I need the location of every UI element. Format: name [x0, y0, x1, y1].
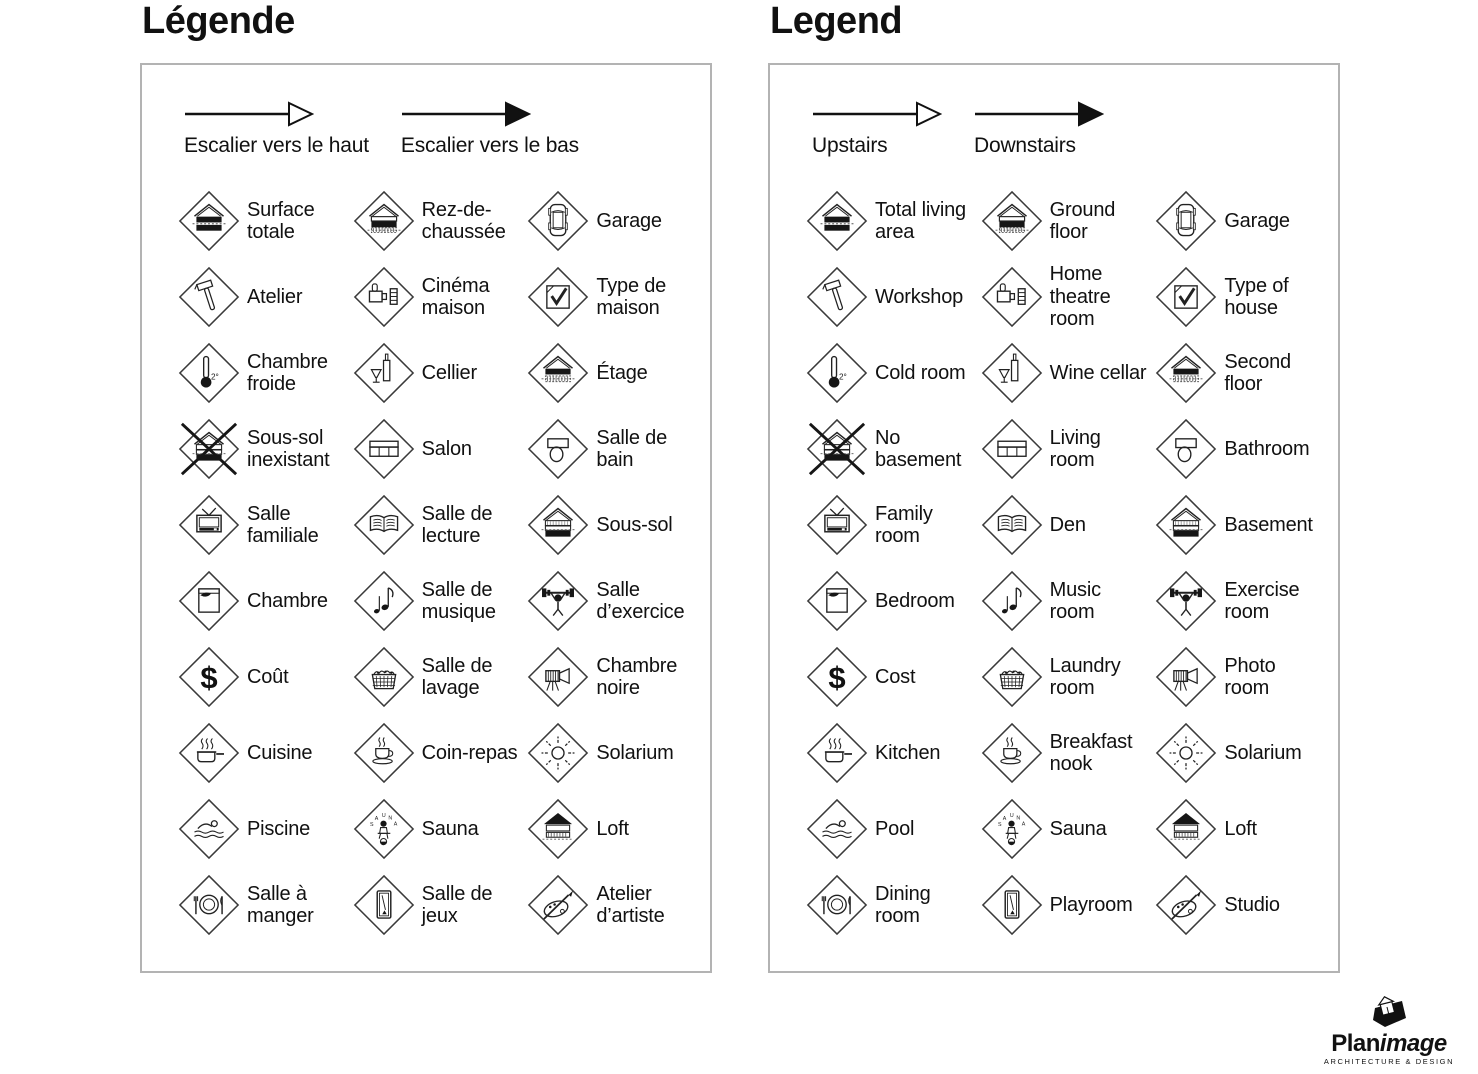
wine-cellar-icon — [353, 342, 415, 404]
legend-item-label: Étage — [596, 361, 648, 384]
legend-item — [806, 494, 981, 556]
legend-item — [806, 570, 981, 632]
legend-item — [527, 190, 702, 252]
legend-item — [353, 342, 528, 404]
wine-cellar-icon — [981, 342, 1043, 404]
garage-icon — [1155, 190, 1217, 252]
legend-item-label: Chambre — [247, 589, 328, 612]
legend-item — [353, 494, 528, 556]
loft-icon — [527, 798, 589, 860]
den-icon — [981, 494, 1043, 556]
solarium-icon — [1155, 722, 1217, 784]
cold-room-icon — [806, 342, 868, 404]
kitchen-icon — [178, 722, 240, 784]
legend-item-label: Salle de bain — [596, 426, 668, 471]
photo-room-icon — [527, 646, 589, 708]
legend-item — [981, 570, 1156, 632]
brand-plan: Plan — [1331, 1030, 1380, 1057]
living-room-icon — [981, 418, 1043, 480]
type-of-house-icon — [527, 266, 589, 328]
legend-item-label: Bathroom — [1224, 437, 1310, 460]
legend-item — [527, 418, 702, 480]
legend-grid-english — [806, 183, 1330, 943]
stairs-arrows — [184, 101, 579, 158]
legend-item — [178, 874, 353, 936]
dining-room-icon — [806, 874, 868, 936]
legend-item — [178, 190, 353, 252]
bedroom-icon — [806, 570, 868, 632]
loft-icon — [1155, 798, 1217, 860]
music-room-icon — [981, 570, 1043, 632]
stairs-down-label: Downstairs — [974, 134, 1076, 157]
legend-item-label: Total living area — [875, 198, 966, 243]
legend-item-label: Atelier d’artiste — [596, 882, 665, 927]
legend-item — [981, 418, 1156, 480]
exercise-room-icon — [1155, 570, 1217, 632]
legend-item-label: Sauna — [1049, 817, 1107, 840]
den-icon — [353, 494, 415, 556]
second-floor-icon — [1155, 342, 1217, 404]
total-area-icon — [178, 190, 240, 252]
legend-item — [981, 263, 1156, 330]
legend-item-label: Cuisine — [247, 741, 313, 764]
legend-item — [1155, 494, 1330, 556]
breakfast-nook-icon — [981, 722, 1043, 784]
stairs-down-arrow-icon — [401, 101, 531, 127]
bathroom-icon — [527, 418, 589, 480]
legend-item — [353, 722, 528, 784]
no-basement-icon — [178, 418, 240, 480]
type-of-house-icon — [1155, 266, 1217, 328]
legend-item-label: Cinéma maison — [421, 274, 490, 319]
legend-item — [527, 798, 702, 860]
legend-item-label: Rez-de-chaussée — [421, 198, 506, 243]
legend-item-label: Home theatre room — [1049, 263, 1111, 331]
stairs-arrows — [812, 101, 1104, 158]
legend-item — [806, 266, 981, 328]
legend-item — [1155, 722, 1330, 784]
laundry-room-icon — [353, 646, 415, 708]
legend-item-label: Breakfast nook — [1049, 730, 1133, 775]
exercise-room-icon — [527, 570, 589, 632]
stairs-up-arrow-icon — [184, 101, 314, 127]
legend-item — [1155, 874, 1330, 936]
legend-item-label: Atelier — [247, 285, 303, 308]
stairs-down-item — [401, 101, 579, 158]
legend-item-label: Salle de musique — [421, 578, 496, 623]
planimage-tagline: ARCHITECTURE & DESIGN — [1323, 1057, 1455, 1066]
stairs-down-label: Escalier vers le bas — [400, 134, 579, 157]
sauna-icon — [353, 798, 415, 860]
workshop-icon — [806, 266, 868, 328]
pool-icon — [178, 798, 240, 860]
family-room-icon — [178, 494, 240, 556]
legend-item — [527, 570, 702, 632]
music-room-icon — [353, 570, 415, 632]
legend-item — [353, 266, 528, 328]
legend-item-label: Den — [1049, 513, 1086, 536]
legend-item-label: No basement — [875, 426, 962, 471]
solarium-icon — [527, 722, 589, 784]
legend-item-label: Chambre froide — [247, 350, 328, 395]
basement-icon — [1155, 494, 1217, 556]
workshop-icon — [178, 266, 240, 328]
legend-item-label: Salle de lecture — [421, 502, 493, 547]
legend-item — [806, 646, 981, 708]
legend-item-label: Wine cellar — [1049, 361, 1147, 384]
planimage-logo — [1314, 993, 1464, 1066]
legend-item — [353, 646, 528, 708]
kitchen-icon — [806, 722, 868, 784]
legend-item-label: Solarium — [596, 741, 674, 764]
legend-item-label: Type of house — [1224, 274, 1289, 319]
legend-item-label: Cold room — [875, 361, 966, 384]
legend-item-label: Coût — [247, 665, 289, 688]
bedroom-icon — [178, 570, 240, 632]
legend-item — [1155, 570, 1330, 632]
stairs-down-item — [974, 101, 1104, 158]
legend-item-label: Photo room — [1224, 654, 1276, 699]
legend-item — [178, 570, 353, 632]
cost-icon — [806, 646, 868, 708]
legend-item-label: Salle familiale — [247, 502, 319, 547]
stairs-up-arrow-icon — [812, 101, 942, 127]
legend-item-label: Surface totale — [247, 198, 315, 243]
legend-item — [353, 798, 528, 860]
legend-item-label: Salle d’exercice — [596, 578, 685, 623]
legend-item — [178, 418, 353, 480]
bathroom-icon — [1155, 418, 1217, 480]
ground-floor-icon — [981, 190, 1043, 252]
studio-icon — [527, 874, 589, 936]
legend-grid-french — [178, 183, 702, 943]
legend-item — [178, 722, 353, 784]
legend-item — [527, 722, 702, 784]
legend-item — [981, 494, 1156, 556]
legend-item — [1155, 266, 1330, 328]
legend-item — [527, 874, 702, 936]
legend-item — [353, 874, 528, 936]
basement-icon — [527, 494, 589, 556]
stairs-up-item — [812, 101, 942, 158]
legend-item-label: Salle de lavage — [421, 654, 493, 699]
legend-item — [178, 646, 353, 708]
second-floor-icon — [527, 342, 589, 404]
legend-item — [1155, 342, 1330, 404]
breakfast-nook-icon — [353, 722, 415, 784]
legend-panel-english — [768, 63, 1340, 973]
studio-icon — [1155, 874, 1217, 936]
legend-item-label: Music room — [1049, 578, 1101, 623]
legend-item — [806, 342, 981, 404]
living-room-icon — [353, 418, 415, 480]
legend-item — [806, 722, 981, 784]
stairs-down-arrow-icon — [974, 101, 1104, 127]
family-room-icon — [806, 494, 868, 556]
legend-item — [981, 874, 1156, 936]
sauna-icon — [981, 798, 1043, 860]
legend-item-label: Cost — [875, 665, 916, 688]
legend-item-label: Family room — [875, 502, 933, 547]
legend-item — [1155, 646, 1330, 708]
legend-item-label: Studio — [1224, 893, 1280, 916]
photo-room-icon — [1155, 646, 1217, 708]
garage-icon — [527, 190, 589, 252]
legend-item — [527, 266, 702, 328]
legend-item-label: Type de maison — [596, 274, 667, 319]
legend-item-label: Workshop — [875, 285, 964, 308]
legend-item — [353, 418, 528, 480]
legend-item — [981, 190, 1156, 252]
legend-item — [806, 190, 981, 252]
cost-icon — [178, 646, 240, 708]
legend-item-label: Playroom — [1049, 893, 1133, 916]
legend-item — [806, 418, 981, 480]
legend-item — [981, 722, 1156, 784]
dining-room-icon — [178, 874, 240, 936]
legend-item-label: Garage — [596, 209, 662, 232]
legend-item-label: Cellier — [421, 361, 477, 384]
playroom-icon — [353, 874, 415, 936]
stairs-up-item — [184, 101, 369, 158]
legend-item — [806, 874, 981, 936]
total-area-icon — [806, 190, 868, 252]
legend-item — [527, 342, 702, 404]
legend-item-label: Exercise room — [1224, 578, 1300, 623]
legend-title-french: Légende — [142, 0, 295, 42]
home-theatre-icon — [353, 266, 415, 328]
legend-item-label: Second floor — [1224, 350, 1291, 395]
legend-item — [981, 646, 1156, 708]
stairs-up-label: Escalier vers le haut — [184, 134, 369, 157]
legend-title-english: Legend — [770, 0, 903, 42]
no-basement-icon — [806, 418, 868, 480]
legend-item-label: Sous-sol inexistant — [247, 426, 330, 471]
ground-floor-icon — [353, 190, 415, 252]
laundry-room-icon — [981, 646, 1043, 708]
legend-item-label: Chambre noire — [596, 654, 678, 699]
stairs-up-label: Upstairs — [812, 134, 888, 157]
legend-item — [527, 646, 702, 708]
legend-item — [1155, 798, 1330, 860]
legend-item-label: Loft — [1224, 817, 1257, 840]
legend-item-label: Kitchen — [875, 741, 941, 764]
brand-image: image — [1379, 1030, 1447, 1057]
cold-room-icon — [178, 342, 240, 404]
legend-item-label: Salle à manger — [247, 882, 314, 927]
legend-item-label: Living room — [1049, 426, 1101, 471]
legend-item-label: Bedroom — [875, 589, 955, 612]
legend-item-label: Piscine — [247, 817, 311, 840]
pool-icon — [806, 798, 868, 860]
legend-item — [178, 342, 353, 404]
playroom-icon — [981, 874, 1043, 936]
legend-item-label: Garage — [1224, 209, 1290, 232]
planimage-brand-text — [1314, 1032, 1464, 1056]
legend-item — [178, 494, 353, 556]
legend-item — [1155, 418, 1330, 480]
legend-item — [981, 798, 1156, 860]
legend-item — [1155, 190, 1330, 252]
legend-item — [353, 570, 528, 632]
legend-item — [178, 798, 353, 860]
legend-item — [806, 798, 981, 860]
legend-item-label: Dining room — [875, 882, 931, 927]
legend-item-label: Loft — [596, 817, 629, 840]
legend-item-label: Sauna — [421, 817, 479, 840]
legend-item — [353, 190, 528, 252]
legend-item — [981, 342, 1156, 404]
legend-item-label: Ground floor — [1049, 198, 1116, 243]
legend-item-label: Salon — [421, 437, 472, 460]
legend-item — [178, 266, 353, 328]
legend-item-label: Basement — [1224, 513, 1313, 536]
home-theatre-icon — [981, 266, 1043, 328]
legend-item-label: Sous-sol — [596, 513, 673, 536]
legend-item — [527, 494, 702, 556]
legend-panel-french — [140, 63, 712, 973]
legend-item-label: Pool — [875, 817, 915, 840]
planimage-logo-mark-icon — [1366, 993, 1412, 1031]
legend-item-label: Salle de jeux — [421, 882, 493, 927]
legend-item-label: Coin-repas — [421, 741, 518, 764]
legend-item-label: Laundry room — [1049, 654, 1121, 699]
legend-item-label: Solarium — [1224, 741, 1302, 764]
